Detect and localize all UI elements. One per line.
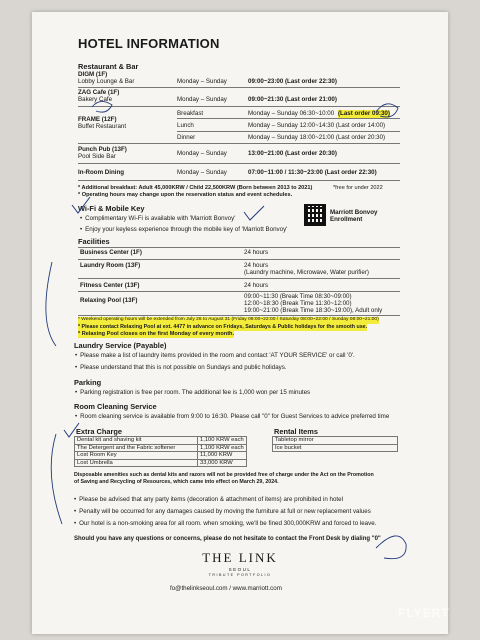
facilities-heading: Facilities xyxy=(78,237,110,246)
breakfast-free-note: *free for under 2022 xyxy=(333,185,383,191)
extra-charge-heading: Extra Charge xyxy=(76,427,123,436)
hours-note: * Operating hours may change upon the reservation status and event schedules. xyxy=(78,192,293,198)
table-cell: Tabletop mirror xyxy=(273,437,398,445)
table-cell: Ice bucket xyxy=(273,444,398,452)
table-cell: 1,100 KRW each xyxy=(198,444,247,452)
parking-heading: Parking xyxy=(74,378,102,387)
meal-label: Breakfast xyxy=(177,110,204,117)
closing-note: Should you have any questions or concerns, please do not hesitate to contact the Front Desk by dialing "0" xyxy=(74,536,381,542)
table-row xyxy=(75,444,247,452)
venue-sub: Lobby Lounge & Bar xyxy=(78,78,135,85)
page-title: HOTEL INFORMATION xyxy=(78,36,220,51)
facility-name: Relaxing Pool (13F) xyxy=(80,297,138,304)
rental-heading: Rental Items xyxy=(274,427,318,436)
pool-note: * Please contact Relaxing Pool at ext. 4477 in advance on Fridays, Saturdays & Public holidays for the smooth use. xyxy=(78,324,368,330)
venue-name: FRAME (12F) xyxy=(78,116,117,123)
qr-label: Enrollment xyxy=(330,216,363,223)
venue-sub: Pool Side Bar xyxy=(78,153,116,160)
table-cell: Lost Umbrella xyxy=(75,459,198,467)
logo-city: SEOUL xyxy=(228,567,252,572)
venue-sub: Buffet Restaurant xyxy=(78,123,127,130)
venue-name: Punch Pub (13F) xyxy=(78,146,127,153)
venue-days: Monday – Sunday xyxy=(177,150,227,157)
meal-hours: Monday – Sunday 18:00~21:00 (Last order 20:30) xyxy=(248,134,386,141)
cleaning-heading: Room Cleaning Service xyxy=(74,402,157,411)
table-row xyxy=(75,437,247,445)
venue-days: Monday – Sunday xyxy=(177,96,227,103)
facility-hours: 24 hours xyxy=(244,262,269,269)
venue-sub: Bakery Cafe xyxy=(78,96,113,103)
venue-hours: 07:00~11:00 / 11:30~23:00 (Last order 22:30) xyxy=(248,169,377,176)
notice-item: • Our hotel is a non-smoking area for all room. when smoking, we'll be fined 300,000KRW and forced to leave. xyxy=(74,520,376,528)
wifi-heading: Wi-Fi & Mobile Key xyxy=(78,204,145,213)
venue-days: Monday – Sunday xyxy=(177,78,227,85)
pool-hours: 12:00~18:30 (Break Time 11:30~12:00) xyxy=(244,300,352,307)
facility-name: Business Center (1F) xyxy=(80,249,142,256)
venue-name: DIGM (1F) xyxy=(78,71,108,78)
logo-sub: TRIBUTE PORTFOLIO xyxy=(208,573,272,577)
facility-detail: (Laundry machine, Microwave, Water purifier) xyxy=(244,269,369,276)
parking-item: • Parking registration is free per room. The additional fee is 1,000 won per 15 minutes xyxy=(75,389,310,397)
pool-note: * Relaxing Pool closes on the first Monday of every month. xyxy=(78,331,235,337)
facility-name: Fitness Center (13F) xyxy=(80,282,140,289)
table-cell: 33,000 KRW xyxy=(198,459,247,467)
table-row xyxy=(273,437,398,445)
laundry-item: • Please make a list of laundry items provided in the room and contact 'AT YOUR SERVICE' or call '0'. xyxy=(75,352,355,360)
table-cell: Dental kit and shaving kit xyxy=(75,437,198,445)
facility-name: Laundry Room (13F) xyxy=(80,262,141,269)
disposable-note: of Saving and Recycling of Resources, which came into effect on March 29, 2024. xyxy=(74,479,279,485)
restaurant-heading: Restaurant & Bar xyxy=(78,62,139,71)
facility-hours: 24 hours xyxy=(244,282,269,289)
meal-label: Dinner xyxy=(177,134,196,141)
rental-table xyxy=(272,436,398,452)
venue-name: ZAG Cafe (1F) xyxy=(78,89,120,96)
qr-code-icon[interactable] xyxy=(304,204,326,226)
venue-hours: 13:00~21:00 (Last order 20:30) xyxy=(248,150,337,157)
meal-label: Lunch xyxy=(177,122,194,129)
wifi-item: • Enjoy your keyless experience through the mobile key of 'Marriott Bonvoy' xyxy=(80,226,287,234)
wifi-item: • Complimentary Wi-Fi is available with 'Marriott Bonvoy' xyxy=(80,215,235,223)
table-cell: 11,000 KRW xyxy=(198,452,247,460)
meal-last-order: (Last order 09:30) xyxy=(338,110,390,117)
cleaning-item: • Room cleaning service is available from 9:00 to 16:30. Please call "0" for Guest Services to advice preferred time xyxy=(75,413,389,421)
pool-hours: 19:00~21:00 (Break Time 18:30~19:00), Adult only xyxy=(244,307,383,314)
table-row xyxy=(273,444,398,452)
hotel-logo: THE LINK xyxy=(202,550,278,565)
facility-hours: 24 hours xyxy=(244,249,269,256)
table-cell: The Detergent and the Fabric softener xyxy=(75,444,198,452)
venue-hours: 09:00~23:00 (Last order 22:30) xyxy=(248,78,337,85)
venue-hours: 09:00~21:30 (Last order 21:00) xyxy=(248,96,337,103)
notice-item: • Penalty will be occurred for any damages caused by moving the furniture at full or new replacement values xyxy=(74,508,371,516)
table-row xyxy=(75,452,247,460)
table-cell: 1,100 KRW each xyxy=(198,437,247,445)
qr-label: Marriott Bonvoy xyxy=(330,209,378,216)
meal-hours: Monday – Sunday 12:00~14:30 (Last order 14:00) xyxy=(248,122,386,129)
table-row xyxy=(75,459,247,467)
disposable-note: Disposable amenities such as dental kits and razors will not be provided free of charge under the Act on the Promotion xyxy=(74,472,374,478)
meal-hours: Monday – Sunday 06:30~10:00 xyxy=(248,110,335,117)
watermark: FLYERT xyxy=(398,606,450,620)
footer-contact[interactable]: fo@thelinkseoul.com / www.marriott.com xyxy=(170,585,282,592)
pool-note: * Weekend operating hours will be extended from July 26 to August 31 (Friday 09:00~22:00 / Saturday 08:00~22:00 / Sunday 08:00~21:00) xyxy=(78,317,379,322)
laundry-item: • Please understand that this is not possible on Sundays and public holidays. xyxy=(75,364,287,372)
extra-charge-table xyxy=(74,436,247,467)
pool-hours: 09:00~11:30 (Break Time 08:30~09:00) xyxy=(244,293,352,300)
table-cell: Lost Room Key xyxy=(75,452,198,460)
venue-days: Monday – Sunday xyxy=(177,169,227,176)
breakfast-note: * Additional breakfast: Adult 45,000KRW / Child 22,500KRW (Born between 2013 to 2021) xyxy=(78,185,313,191)
laundry-heading: Laundry Service (Payable) xyxy=(74,341,167,350)
venue-name: In-Room Dining xyxy=(78,169,125,176)
notice-item: • Please be advised that any party items (decoration & attachment of items) are prohibited in hotel xyxy=(74,496,343,504)
document-page xyxy=(32,12,448,634)
